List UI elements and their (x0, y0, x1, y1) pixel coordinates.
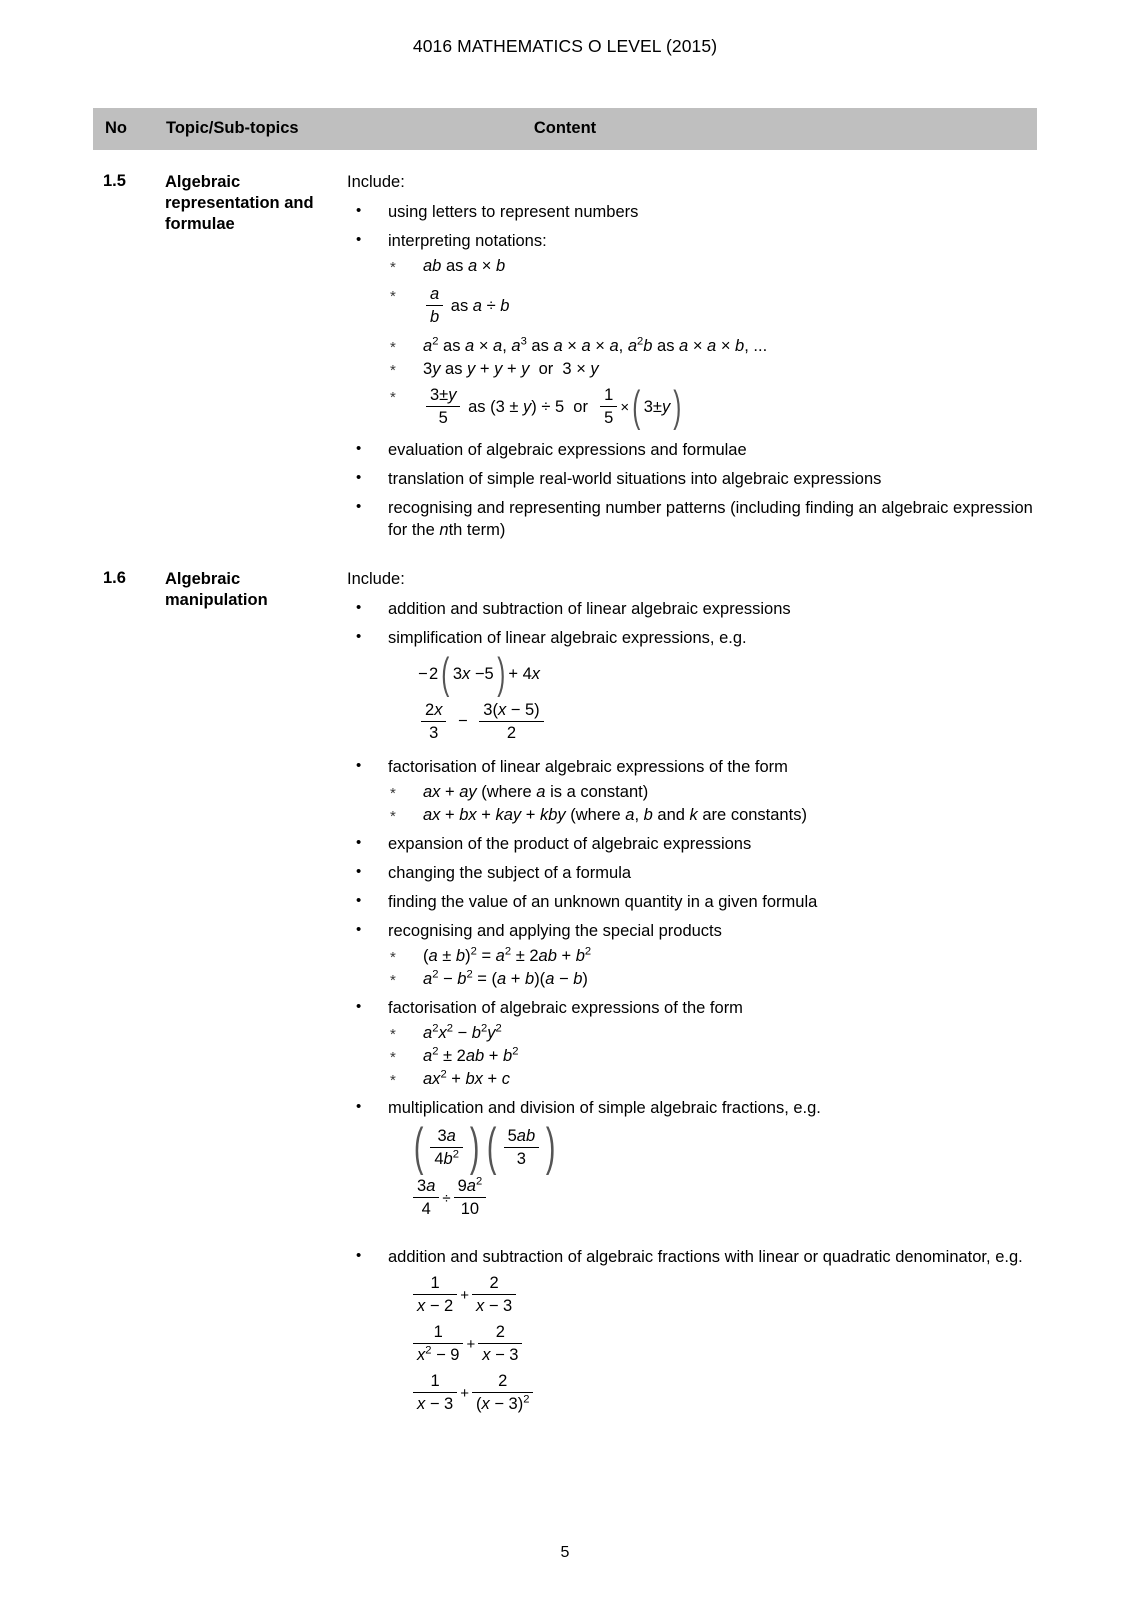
list-item (347, 201, 1037, 223)
linear-factorisation-sublist (388, 782, 1037, 826)
fraction-2x-over-3: $\frac{2x}{3}$ (421, 700, 446, 743)
left-paren: ( (413, 1117, 424, 1176)
include-label: Include: (347, 173, 405, 191)
fraction-addition-example-2: $\frac{1}{x^2 - 9}$ + $\frac{2}{x - 3}$ (410, 1323, 1037, 1366)
list-item: * ax + ay (where a is a constant) (388, 782, 1037, 803)
list-item (347, 439, 1037, 461)
table-row (93, 569, 1037, 1415)
list-item (347, 997, 1037, 1090)
include-label: Include: (347, 570, 405, 588)
fraction-one-fifth: $\frac{1}{5}$ (600, 385, 617, 428)
fraction-multiplication-example-2: $\frac{3a}{4}$ ÷ $\frac{9a^2}{10}$ (410, 1177, 1037, 1220)
fraction-2-over-x-minus-3: $\frac{2}{x - 3}$ (478, 1322, 522, 1365)
row-content (347, 172, 1037, 541)
bullet-text: addition and subtraction of algebraic fractions with linear or quadratic denominator, e.g. (388, 1248, 1023, 1267)
list-item (347, 1097, 1037, 1221)
list-item: • recognising and representing number patterns (including finding an algebraic expression for the nth term) (347, 497, 1037, 541)
list-item: * 3y as y + y + y or 3 × y (388, 359, 1037, 380)
left-paren: ( (632, 381, 641, 431)
row-topic: Algebraic manipulation (165, 570, 268, 609)
fraction-1-over-x-minus-3: $\frac{1}{x - 3}$ (413, 1371, 457, 1414)
list-item (347, 756, 1037, 826)
list-item (347, 627, 1037, 744)
page-header-title: 4016 MATHEMATICS O LEVEL (2015) (412, 36, 718, 56)
bullet-text: expansion of the product of algebraic expressions (388, 834, 752, 853)
right-paren: ) (673, 381, 682, 431)
fraction-3-plus-minus-y-over-5: * $\frac{3\pm y}{5}$ (426, 385, 460, 428)
column-header-topic: Topic/Sub-topics (166, 119, 299, 137)
column-header-content: Content (533, 119, 597, 137)
right-paren: ) (497, 649, 506, 698)
simplification-example-1: − 2( 3x −5) + 4x (418, 649, 541, 698)
bullet-text: translation of simple real-world situations into algebraic expressions (388, 470, 882, 488)
fraction-3x-minus-5-over-2: $\frac{3(x - 5)}{2}$ (479, 700, 543, 743)
bullet-text: factorisation of algebraic expressions of the form (388, 998, 743, 1017)
column-header-no: No (105, 119, 127, 137)
fraction-addition-example-1: $\frac{1}{x - 2}$ + $\frac{2}{x - 3}$ (410, 1274, 1037, 1317)
list-item: * $\frac{a}{b}$ as a ÷ b (388, 285, 1037, 328)
page-number: 5 (560, 1544, 570, 1561)
table-row (93, 172, 1037, 541)
fraction-a-over-b: * $\frac{a}{b}$ (426, 284, 443, 327)
row-content (347, 569, 1037, 1415)
list-item (347, 920, 1037, 990)
row-number: 1.5 (103, 172, 126, 190)
bullet-text: recognising and applying the special products (388, 921, 722, 940)
notation-sublist (388, 256, 1037, 429)
fraction-1-over-x-minus-2: $\frac{1}{x - 2}$ (413, 1273, 457, 1316)
right-paren: ) (469, 1117, 480, 1176)
bullet-text: using letters to represent numbers (388, 203, 639, 221)
content-bullet-list (347, 598, 1037, 1415)
table-header-row (93, 108, 1037, 150)
list-item (347, 891, 1037, 913)
fraction-addition-example-3: $\frac{1}{x - 3}$ + $\frac{2}{(x - 3)^2}$ (410, 1372, 1037, 1415)
content-bullet-list (347, 201, 1037, 541)
simplification-example-2: $\frac{2x}{3}$ − $\frac{3(x - 5)}{2}$ (418, 701, 1037, 744)
bullet-text: finding the value of an unknown quantity in a given formula (388, 892, 818, 911)
list-item: * $a^2x^2 - b^2y^2$ (388, 1023, 1037, 1044)
list-item (347, 468, 1037, 490)
list-item (347, 833, 1037, 855)
left-paren: ( (487, 1117, 497, 1176)
list-item (347, 862, 1037, 884)
list-item: * $a^2 - b^2 = (a + b)(a - b)$ (388, 969, 1037, 990)
fraction-3a-over-4: $\frac{3a}{4}$ (413, 1176, 439, 1219)
list-item: * $ax^2$ + bx + c (388, 1069, 1037, 1090)
row-number: 1.6 (103, 569, 126, 587)
list-item: * ab as a × b (388, 256, 1037, 277)
syllabus-table (93, 108, 1037, 1422)
special-products-sublist (388, 946, 1037, 990)
list-item: * $\frac{3\pm y}{5}$ as (3 ± y) ÷ 5 or $\frac{1}{5}$ ×( 3±y) (388, 386, 1037, 429)
list-item (347, 230, 1037, 429)
bullet-text: interpreting notations: (388, 232, 547, 250)
factorisation-forms-sublist (388, 1023, 1037, 1090)
list-item: * $(a \pm b)^2 = a^2 \pm 2ab + b^2$ (388, 946, 1037, 967)
bullet-text: factorisation of linear algebraic expressions of the form (388, 757, 788, 776)
fraction-5ab-over-3: $\frac{5ab}{3}$ (504, 1126, 540, 1169)
list-item (347, 1246, 1037, 1415)
left-paren: ( (441, 649, 450, 698)
list-item: * $a^2 \pm 2ab + b^2$ (388, 1046, 1037, 1067)
list-item: * ax + bx + kay + kby (where a, b and k are constants) (388, 805, 1037, 826)
fraction-3a-over-4b-squared: $\frac{3a}{4b^2}$ (430, 1126, 463, 1169)
bullet-text: changing the subject of a formula (388, 863, 632, 882)
bullet-text: addition and subtraction of linear algebraic expressions (388, 600, 791, 618)
fraction-1-over-x-squared-minus-9: $\frac{1}{x^2 - 9}$ (413, 1322, 463, 1365)
bullet-text: evaluation of algebraic expressions and formulae (388, 441, 747, 459)
bullet-text: multiplication and division of simple algebraic fractions, e.g. (388, 1098, 821, 1117)
fraction-2-over-x-minus-3: $\frac{2}{x - 3}$ (472, 1273, 516, 1316)
bullet-text: simplification of linear algebraic expressions, e.g. (388, 629, 747, 647)
fraction-multiplication-example-1 (410, 1117, 1037, 1176)
list-item: * $a^2$ as a × a, $a^3$ as a × a × a, $a^2b$ as a × a × b, ... (388, 336, 1037, 357)
fraction-2-over-x-minus-3-squared: $\frac{2}{(x - 3)^2}$ (472, 1371, 533, 1414)
fraction-9a-squared-over-10: $\frac{9a^2}{10}$ (454, 1176, 487, 1219)
list-item (347, 598, 1037, 620)
right-paren: ) (546, 1117, 556, 1176)
row-topic: Algebraic representation and formulae (165, 173, 314, 233)
